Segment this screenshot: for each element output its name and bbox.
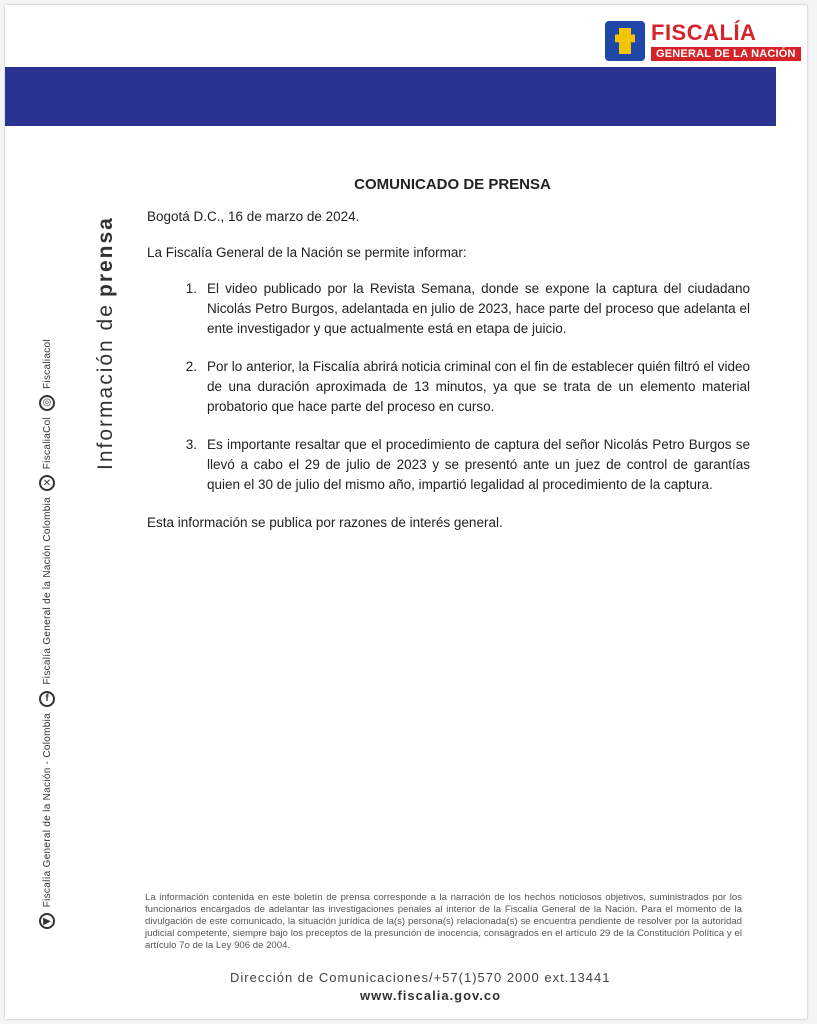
instagram-label: Fiscaliacol bbox=[41, 338, 53, 389]
list-item bbox=[145, 435, 750, 495]
press-release-page bbox=[5, 5, 807, 1019]
facebook-label: Fiscalía General de la Nación Colombia bbox=[41, 497, 53, 685]
document-body bbox=[145, 175, 750, 549]
logo-sub-text: GENERAL DE LA NACIÓN bbox=[651, 47, 801, 61]
social-sidebar bbox=[35, 185, 59, 935]
list-item-text: El video publicado por la Revista Semana, donde se expone la captura del ciudadano Nicolás Petro Burgos, adelantada en julio de 2023, hace parte del proceso que adelanta el ente investigador y que actualmente está en etapa de juicio. bbox=[207, 281, 750, 336]
list-item-number: 1. bbox=[185, 281, 197, 296]
document-closing: Esta información se publica por razones de interés general. bbox=[147, 515, 503, 530]
list-item bbox=[145, 357, 750, 417]
contact-line: Dirección de Comunicaciones/+57(1)570 2000 ext.13441 bbox=[230, 970, 611, 985]
list-item-number: 3. bbox=[185, 437, 197, 452]
legal-disclaimer: La información contenida en este boletín de prensa corresponde a la narración de los hechos noticiosos objetivos, suministrados por los funcionarios encargados de adelantar las investigaciones penales al interior de la Fiscalía General de la Nación. Para el momento de la divulgación de este comunicado, la situación jurídica de la(s) persona(s) relacionada(s) se encuentra pendiente de resolver por la autoridad judicial competente, siempre bajo los preceptos de la presunción de inocencia, consagrados en el artículo 29 de la Constitución Política y el artículo 7o de la Ley 906 de 2004. bbox=[145, 892, 742, 951]
header-band bbox=[5, 67, 776, 126]
side-info-label bbox=[91, 190, 121, 470]
side-info-light: Información de bbox=[94, 303, 117, 470]
shield-icon bbox=[605, 21, 645, 61]
list-item-text: Por lo anterior, la Fiscalía abrirá noticia criminal con el fin de establecer quién filtró el video de una duración aproximada de 13 minutos, ya que se trata de un elemento material probatorio que hace parte del proceso en curso. bbox=[207, 359, 750, 414]
document-title: COMUNICADO DE PRENSA bbox=[354, 176, 551, 193]
list-item-text: Es importante resaltar que el procedimiento de captura del señor Nicolás Petro Burgos se llevó a cabo el 29 de julio de 2023 y se presentó ante un juez de control de garantías quien el 30 de julio del mismo año, impartió legalidad al procedimiento de la captura. bbox=[207, 437, 750, 492]
instagram-icon: ◎ bbox=[39, 395, 55, 411]
document-date: Bogotá D.C., 16 de marzo de 2024. bbox=[147, 209, 360, 224]
x-label: FiscaliaCol bbox=[41, 416, 53, 470]
facebook-icon: f bbox=[39, 691, 55, 707]
list-item bbox=[145, 279, 750, 339]
logo-main-text: FISCALÍA bbox=[651, 20, 757, 45]
website-link[interactable]: www.fiscalia.gov.co bbox=[360, 988, 502, 1003]
x-icon: ✕ bbox=[39, 475, 55, 491]
youtube-label: Fiscalía General de la Nación - Colombia bbox=[41, 712, 53, 907]
side-info-bold: prensa bbox=[94, 216, 117, 298]
numbered-list bbox=[145, 279, 750, 495]
document-intro: La Fiscalía General de la Nación se permite informar: bbox=[147, 245, 467, 260]
fiscalia-logo bbox=[605, 21, 801, 61]
list-item-number: 2. bbox=[185, 359, 197, 374]
youtube-icon: ▶ bbox=[39, 913, 55, 929]
